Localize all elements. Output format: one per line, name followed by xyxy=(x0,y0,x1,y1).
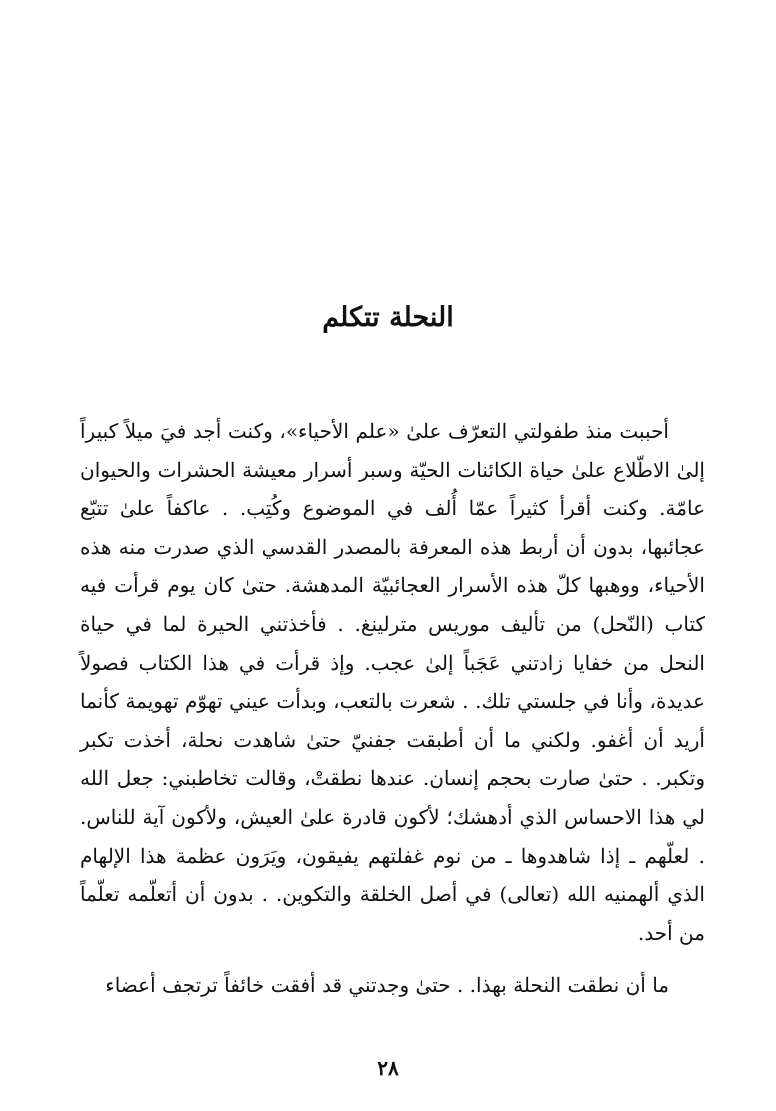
paragraph-1: أحببت منذ طفولتي التعرّف علىٰ «علم الأحياء»، وكنت أجد فيَ ميلاً كبيراً إلىٰ الاطّلاع علىٰ حياة الكائنات الحيّة وسبر أسرار معيشة الحشرات والحيوان عامّة. وكنت أقرأ كثيراً عمّا أُلف في الموضوع وكُتِب. . عاكفاً علىٰ تتبّع عجائبها، بدون أن أربط هذه المعرفة بالمصدر القدسي الذي صدرت منه هذه الأحياء، ووهبها كلّ هذه الأسرار العجائبيّة المدهشة. حتىٰ كان يوم قرأت فيه كتاب (النّحل) من تأليف موريس مترلينغ. . فأخذتني الحيرة لما في حياة النحل من خفايا زادتني عَجَباً إلىٰ عجب. وإذ قرأت في هذا الكتاب فصولاً عديدة، وأنا في جلستي تلك. . شعرت بالتعب، وبدأت عيني تهوّم تهويمة كأنما أريد أن أغفو. ولكني ما أن أطبقت جفنيّ حتىٰ شاهدت نحلة، أخذت تكبر وتكبر. . حتىٰ صارت بحجم إنسان. عندها نطقتْ، وقالت تخاطبني: جعل الله لي هذا الاحساس الذي أدهشك؛ لأكون قادرة علىٰ العيش، ولأكون آية للناس. . لعلّهم ـ إذا شاهدوها ـ من نوم غفلتهم يفيقون، ويَرَون عظمة هذا الإلهام الذي ألهمنيه الله (تعالى) في أصل الخلقة والتكوين. . بدون أن أتعلّمه تعلّماً من أحد. xyxy=(80,419,706,945)
page-number: ٢٨ xyxy=(377,1056,399,1080)
body-text xyxy=(80,412,705,1005)
chapter-title: النحلة تتكلم xyxy=(322,302,454,333)
paragraph-2: ما أن نطقت النحلة بهذا. . حتىٰ وجدتني قد أفقت خائفاً ترتجف أعضاء xyxy=(105,973,669,998)
